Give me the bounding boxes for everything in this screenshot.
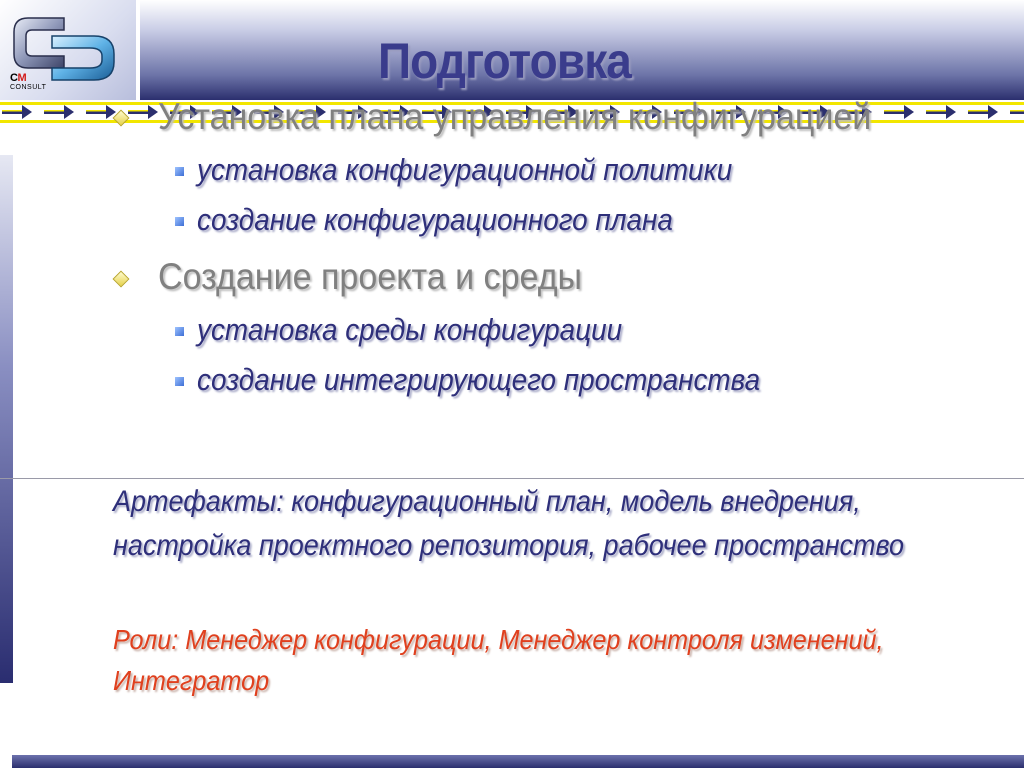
arrow-highlight <box>926 110 946 112</box>
square-bullet-icon <box>175 217 184 226</box>
bottom-bar <box>12 755 1024 768</box>
arrow-highlight <box>128 110 148 112</box>
diamond-bullet-icon <box>113 271 130 288</box>
square-bullet-icon <box>175 377 184 386</box>
section-divider <box>0 478 1024 479</box>
list-item: установка конфигурационной политики <box>197 152 733 187</box>
list-item: установка среды конфигурации <box>197 312 623 347</box>
list-item: создание интегрирующего пространства <box>197 362 761 397</box>
logo-m: M <box>17 72 27 84</box>
arrow-highlight <box>1010 110 1024 112</box>
arrow-highlight <box>2 110 22 112</box>
arrow-head <box>148 105 158 119</box>
arrow-head <box>946 105 956 119</box>
arrow-highlight <box>44 110 64 112</box>
logo-cm-text <box>10 72 26 84</box>
arrow-highlight <box>884 110 904 112</box>
list-item: создание конфигурационного плана <box>197 202 673 237</box>
logo-consult-text: CONSULT <box>10 84 47 91</box>
section-heading: Создание проекта и среды <box>158 256 583 297</box>
logo <box>0 0 140 100</box>
arrow-head <box>988 105 998 119</box>
arrow-head <box>22 105 32 119</box>
arrow-highlight <box>86 110 106 112</box>
arrow-highlight <box>968 110 988 112</box>
arrow-head <box>904 105 914 119</box>
roles-text: Роли: Менеджер конфигурации, Менеджер контроля изменений, Интегратор <box>113 624 884 696</box>
square-bullet-icon <box>175 327 184 336</box>
artifacts-text: Артефакты: конфигурационный план, модель внедрения, настройка проектного репозитория, рабочее пространство <box>113 485 905 562</box>
logo-c: C <box>10 72 18 84</box>
section-heading: Установка плана управления конфигурацией <box>158 96 872 137</box>
arrow-head <box>64 105 74 119</box>
square-bullet-icon <box>175 167 184 176</box>
left-accent-bar <box>0 155 13 683</box>
slide-title: Подготовка <box>378 33 631 89</box>
